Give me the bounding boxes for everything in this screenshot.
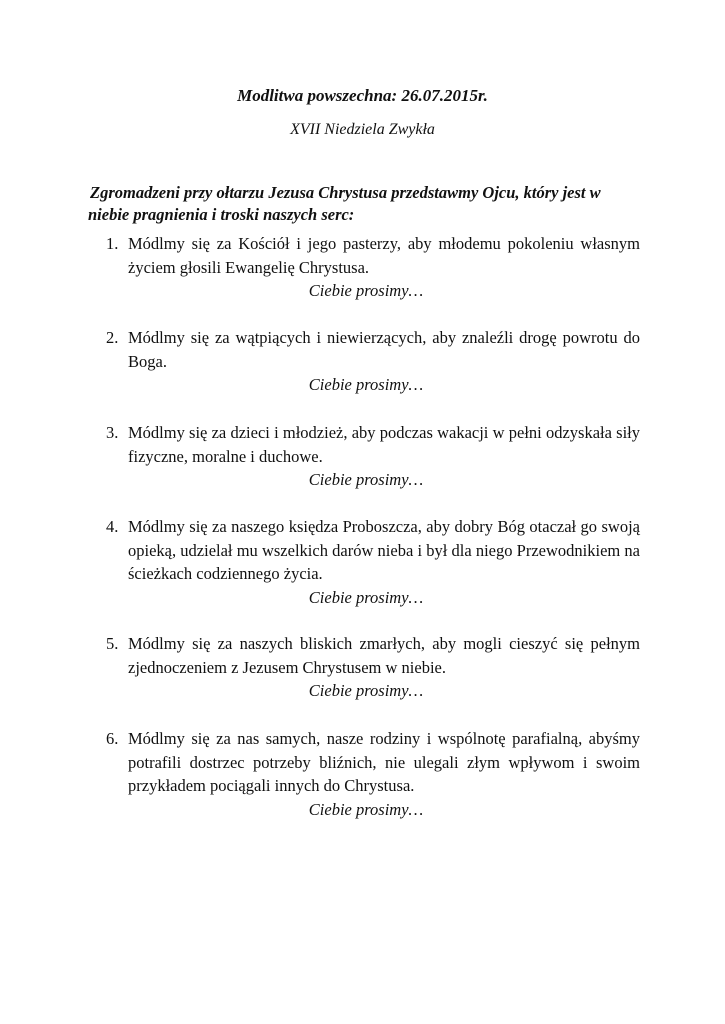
document-title: Modlitwa powszechna: 26.07.2015r. xyxy=(237,86,488,105)
item-text: Módlmy się za dzieci i młodzież, aby podczas wakacji w pełni odzyskała siły fizyczne, moralne i duchowe. xyxy=(128,423,640,466)
item-response: Ciebie prosimy… xyxy=(308,681,424,700)
item-text: Módlmy się za wątpiących i niewierzących, aby znaleźli drogę powrotu do Boga. xyxy=(128,328,640,371)
item-number: 4. xyxy=(106,517,119,536)
item-text: Módlmy się za nas samych, nasze rodziny i wspólnotę parafialną, abyśmy potrafili dostrzec potrzeby bliźnich, nie ulegali złym wpływom i swoim przykładem pociągali innych do Chrystusa. xyxy=(128,729,640,795)
item-number: 1. xyxy=(106,234,119,253)
document-subtitle: XVII Niedziela Zwykła xyxy=(290,121,435,138)
list-item xyxy=(106,421,640,492)
list-item xyxy=(106,515,640,609)
item-response: Ciebie prosimy… xyxy=(308,587,424,607)
item-response: Ciebie prosimy… xyxy=(308,281,424,300)
intro-paragraph: Zgromadzeni przy ołtarzu Jezusa Chrystusa przedstawmy Ojcu, który jest w niebie pragnienia i troski naszych serc: xyxy=(88,183,601,224)
item-text: Módlmy się za naszego księdza Proboszcza, aby dobry Bóg otaczał go swoją opieką, udzielał mu wszelkich darów nieba i był dla niego Przewodnikiem na ścieżkach codziennego życia. xyxy=(128,517,640,583)
item-number: 5. xyxy=(106,634,119,653)
item-response: Ciebie prosimy… xyxy=(308,470,424,489)
item-response: Ciebie prosimy… xyxy=(308,799,424,819)
item-response: Ciebie prosimy… xyxy=(308,375,424,394)
list-item xyxy=(106,727,640,821)
item-text: Módlmy się za naszych bliskich zmarłych, aby mogli cieszyć się pełnym zjednoczeniem z Jezusem Chrystusem w niebie. xyxy=(128,634,640,677)
item-number: 3. xyxy=(106,423,119,442)
list-item xyxy=(106,232,640,303)
list-item xyxy=(106,632,640,703)
item-number: 6. xyxy=(106,729,119,748)
item-text: Módlmy się za Kościół i jego pasterzy, aby młodemu pokoleniu własnym życiem głosili Ewangelię Chrystusa. xyxy=(128,234,640,277)
list-item xyxy=(106,326,640,397)
item-number: 2. xyxy=(106,328,119,347)
